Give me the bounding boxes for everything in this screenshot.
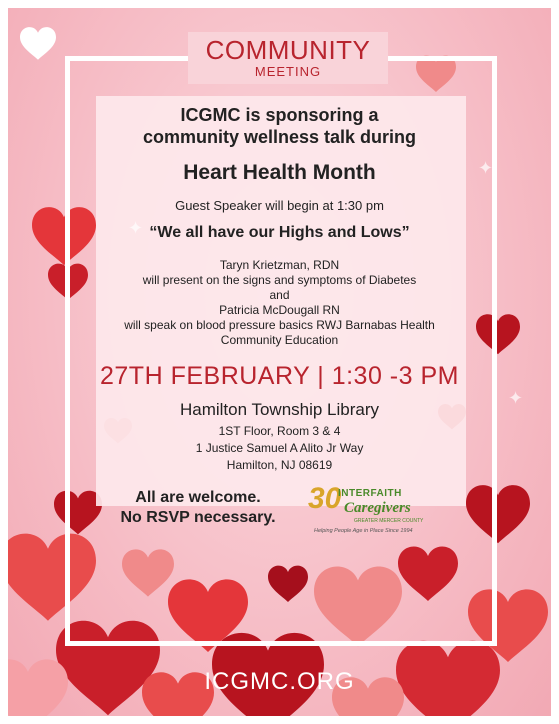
website-url[interactable]: ICGMC.ORG xyxy=(204,668,355,695)
sparkle-icon: ✦ xyxy=(478,158,494,178)
interfaith-caregivers-logo xyxy=(308,482,438,544)
welcome-message xyxy=(88,488,308,528)
venue-city: Hamilton, NJ 08619 xyxy=(226,458,333,472)
event-quote: “We all have our Highs and Lows” xyxy=(149,224,410,241)
intro-line-2: community wellness talk during xyxy=(142,127,417,147)
event-date: 27TH FEBRUARY | 1:30 -3 PM xyxy=(100,362,459,390)
sparkle-icon: ✦ xyxy=(128,218,144,238)
logo-org-1: INTERFAITH xyxy=(338,488,402,499)
speaker-1-topic: will present on the signs and symptoms of Diabetes xyxy=(142,273,417,287)
speaker-2-topic-b: Community Education xyxy=(220,333,339,347)
venue-name: Hamilton Township Library xyxy=(179,400,380,419)
speaker-and: and xyxy=(269,288,290,302)
heart-icon xyxy=(20,27,56,60)
flyer xyxy=(8,8,551,716)
sparkle-icon: ✦ xyxy=(508,388,524,408)
speaker-2-name: Patricia McDougall RN xyxy=(219,303,340,317)
logo-org-2: Caregivers xyxy=(344,500,411,516)
venue-room: 1ST Floor, Room 3 & 4 xyxy=(218,424,341,438)
speaker-2-topic-a: will speak on blood pressure basics RWJ Barnabas Health xyxy=(124,318,435,332)
page-title: COMMUNITY xyxy=(205,35,371,65)
title-box xyxy=(188,32,388,84)
logo-region: GREATER MERCER COUNTY xyxy=(354,518,424,524)
logo-number: 30 xyxy=(308,482,342,515)
speaker-time: Guest Speaker will begin at 1:30 pm xyxy=(175,198,384,213)
speaker-1-name: Taryn Krietzman, RDN xyxy=(219,258,340,272)
welcome-line-2: No RSVP necessary. xyxy=(120,509,276,526)
intro-line-1: ICGMC is sponsoring a xyxy=(180,105,379,125)
welcome-line-1: All are welcome. xyxy=(135,489,261,506)
venue-street: 1 Justice Samuel A Alito Jr Way xyxy=(195,441,364,455)
logo-tagline: Helping People Age in Place Since 1994 xyxy=(314,528,413,534)
event-name: Heart Health Month xyxy=(183,161,376,184)
page-subtitle: MEETING xyxy=(254,64,322,79)
